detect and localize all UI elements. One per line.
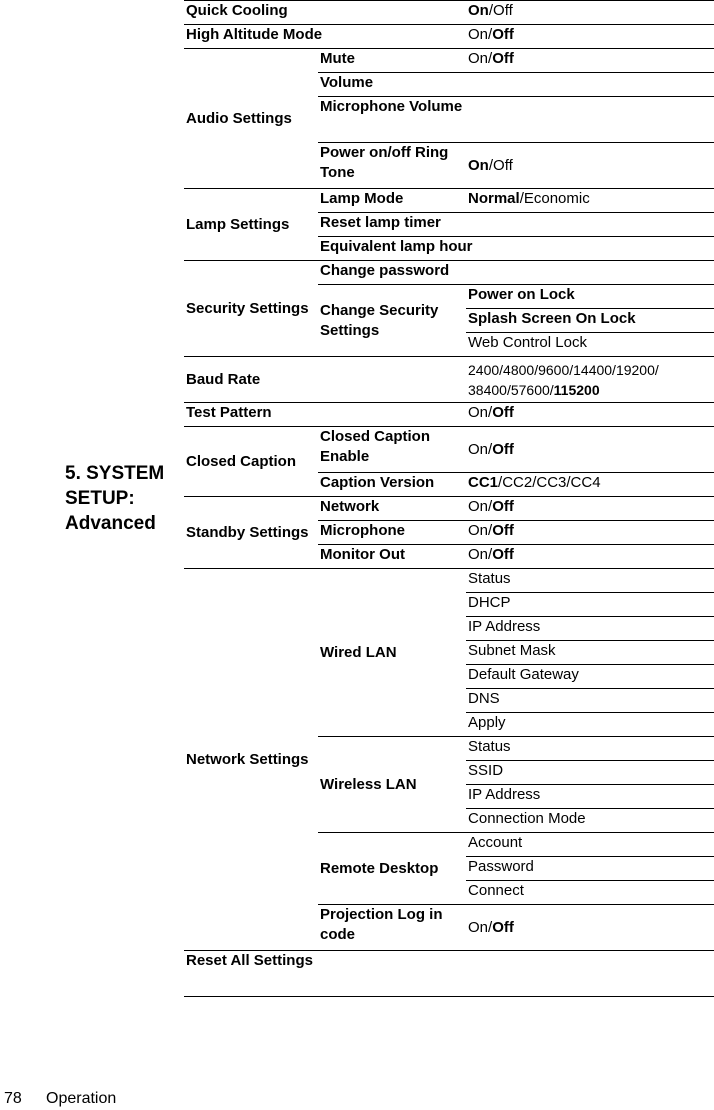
reset-lamp-timer-label: Reset lamp timer [318,213,714,237]
monitor-out-options: On/Off [466,545,714,569]
list-item: Apply [466,713,714,737]
list-item: Default Gateway [466,665,714,689]
mute-options: On/Off [466,49,714,73]
lamp-settings-label: Lamp Settings [184,189,318,261]
cc-enable-options: On/Off [466,427,714,473]
list-item: Status [466,569,714,593]
list-item: Account [466,833,714,857]
list-item: DNS [466,689,714,713]
splash-lock-label: Splash Screen On Lock [466,309,714,333]
list-item: Subnet Mask [466,641,714,665]
network-settings-label: Network Settings [184,569,318,951]
web-lock-label: Web Control Lock [466,333,714,357]
audio-settings-label: Audio Settings [184,49,318,189]
high-altitude-label: High Altitude Mode [184,25,466,49]
quick-cooling-options: On/Off [466,1,714,25]
test-pattern-options: On/Off [466,403,714,427]
wired-lan-label: Wired LAN [318,569,466,737]
standby-settings-label: Standby Settings [184,497,318,569]
test-pattern-label: Test Pattern [184,403,466,427]
list-item: IP Address [466,785,714,809]
ring-tone-label: Power on/off Ring Tone [318,143,466,189]
baud-rate-options: 2400/4800/9600/14400/19200/ 38400/57600/115200 [466,357,714,403]
change-password-label: Change password [318,261,714,285]
mic-volume-label: Microphone Volume [318,97,466,143]
security-settings-label: Security Settings [184,261,318,357]
list-item: Status [466,737,714,761]
baud-rate-label: Baud Rate [184,357,466,403]
projection-log-options: On/Off [466,905,714,951]
equivalent-lamp-hour-label: Equivalent lamp hour [318,237,714,261]
list-item: IP Address [466,617,714,641]
high-altitude-options: On/Off [466,25,714,49]
page-number: 78 [4,1090,22,1107]
standby-network-options: On/Off [466,497,714,521]
monitor-out-label: Monitor Out [318,545,466,569]
wireless-lan-label: Wireless LAN [318,737,466,833]
category-label: 5. SYSTEM SETUP: Advanced [65,463,165,534]
remote-desktop-label: Remote Desktop [318,833,466,905]
reset-all-label: Reset All Settings [184,951,318,997]
list-item: Password [466,857,714,881]
volume-label: Volume [318,73,466,97]
caption-version-label: Caption Version [318,473,466,497]
list-item: SSID [466,761,714,785]
cc-enable-label: Closed Caption Enable [318,427,466,473]
list-item: Connect [466,881,714,905]
standby-network-label: Network [318,497,466,521]
lamp-mode-label: Lamp Mode [318,189,466,213]
lamp-mode-options: Normal/Economic [466,189,714,213]
projection-log-label: Projection Log in code [318,905,466,951]
ring-tone-options: On/Off [466,143,714,189]
power-on-lock-label: Power on Lock [466,285,714,309]
list-item: Connection Mode [466,809,714,833]
menu-table [62,0,714,997]
closed-caption-label: Closed Caption [184,427,318,497]
caption-version-options: CC1/CC2/CC3/CC4 [466,473,714,497]
mute-label: Mute [318,49,466,73]
change-security-label: Change Security Settings [318,285,466,357]
standby-microphone-options: On/Off [466,521,714,545]
standby-microphone-label: Microphone [318,521,466,545]
list-item: DHCP [466,593,714,617]
quick-cooling-label: Quick Cooling [184,1,466,25]
footer-section: Operation [46,1090,117,1107]
